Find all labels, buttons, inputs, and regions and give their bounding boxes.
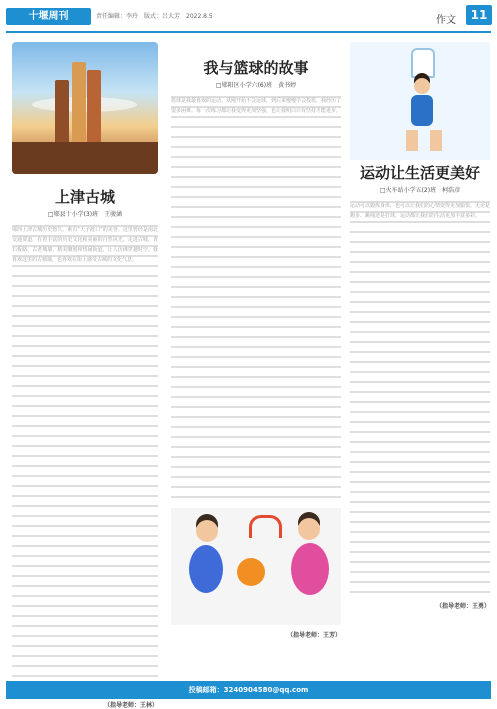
- right-article: [350, 42, 490, 610]
- runner-illustration: [400, 78, 444, 144]
- middle-article: [171, 42, 341, 639]
- article-title: 运动让生活更美好: [359, 164, 480, 182]
- teacher-signature: （指导老师：王芳）: [286, 632, 341, 639]
- article-body: 篮球是我最喜欢的运动。从刚开始不会运球，到后来慢慢学会投篮，我经历了很多困难。每一次练习都让我变得更加坚强，也让我明白只有坚持才能进步。: [171, 96, 341, 501]
- article-title: 我与篮球的故事: [203, 59, 309, 77]
- lamp-icon: [411, 48, 435, 78]
- ancient-city-photo: [12, 42, 158, 174]
- city-foreground: [12, 142, 158, 174]
- left-article: [12, 42, 158, 709]
- submission-email: 投稿邮箱：3240904580@qq.com: [6, 681, 491, 699]
- article-title: 上津古城: [54, 188, 115, 206]
- girl-illustration: [291, 543, 329, 595]
- teacher-signature: （指导老师：王勇）: [435, 603, 490, 610]
- basketball-illustration: [171, 508, 341, 625]
- masthead: 十堰周刊: [6, 8, 91, 25]
- article-body: 运动可以锻炼身体，也可以让我们的心情变得更加愉快。无论是跑步、跳绳还是打球，运动都让我们的生活更加丰富多彩。: [350, 201, 490, 596]
- tower-silhouette: [72, 62, 86, 142]
- editor-meta: 责任编辑：李玲 版式：吕大芳 2022.8.5: [96, 13, 213, 20]
- hoop-icon: [249, 515, 282, 538]
- page-number: 11: [466, 5, 492, 25]
- teacher-signature: （指导老师：王林）: [103, 702, 158, 709]
- article-body: 郧西上津古城历史悠久，素有“天子渡口”的美誉。这里曾经是南北交通要道，有着丰富的历史文化和美丽的自然风光。走进古城，青石板路、古老城墙、精美雕刻和热闹街道，让人仿佛穿越时空。我喜欢这里的古城墙，也喜欢在街上感受古城的文化气息。: [12, 225, 158, 695]
- header-divider: [6, 31, 491, 33]
- article-byline: □郧县十小学(3)班 王骏涵: [47, 211, 123, 218]
- boy-illustration: [189, 545, 223, 593]
- sports-illustration: [350, 42, 490, 160]
- article-byline: □火车站小学五(2)班 柯浩彦: [379, 187, 461, 194]
- section-label: 作文: [436, 15, 456, 26]
- article-byline: □郧阳区小学六(6)班 黄书婷: [215, 82, 297, 89]
- page-header: [0, 0, 497, 34]
- basketball-icon: [237, 558, 265, 586]
